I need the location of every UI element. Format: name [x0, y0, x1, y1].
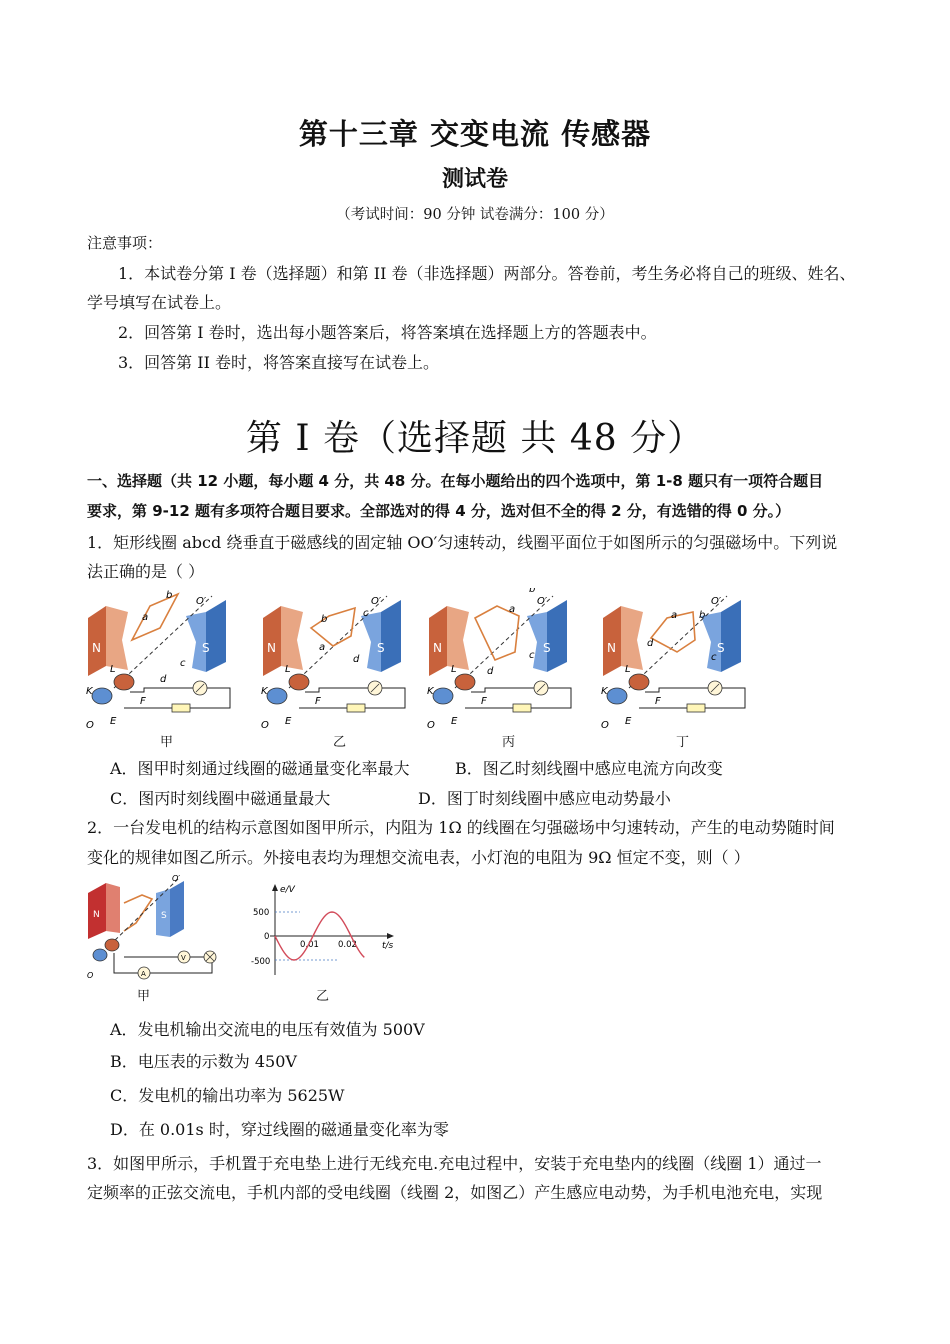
rectangular-coil	[311, 608, 355, 646]
q2-option-b: B．电压表的示数为 450V	[110, 1052, 297, 1071]
brush-k-label: K	[86, 686, 93, 697]
q2-option-a: A．发电机输出交流电的电压有效值为 500V	[110, 1020, 425, 1039]
slip-ring-inner	[433, 688, 453, 704]
ammeter-label: A	[141, 970, 146, 978]
axis-o-prime-label: O′	[711, 596, 722, 607]
graph-x-axis-label: t/s	[382, 941, 394, 951]
axis-o-prime-label: O′	[537, 596, 548, 607]
section-title: 第 I 卷（选择题 共 48 分）	[245, 418, 705, 459]
resistor	[347, 704, 365, 712]
q2-figure-label-jia: 甲	[137, 989, 151, 1004]
south-pole-label: S	[161, 911, 167, 921]
north-pole-label: N	[433, 641, 442, 655]
north-pole-face	[621, 606, 643, 670]
south-pole-block	[721, 600, 741, 672]
axis-o-prime-label: O′	[371, 596, 382, 607]
north-pole-label: N	[93, 910, 100, 920]
q1-stem-line-2: 法正确的是（ ）	[87, 562, 205, 581]
q2-generator-diagram	[84, 873, 224, 988]
document-subtitle: 测试卷	[441, 167, 508, 192]
brush-f-label: F	[140, 696, 146, 707]
note-item-1-line-1: 1．本试卷分第 I 卷（选择题）和第 II 卷（非选择题）两部分。答卷前，考生务必将自己的班级、姓名、	[118, 264, 856, 283]
graph-x-tick-0-02: 0.02	[338, 940, 357, 950]
q2-figure-label-yi: 乙	[316, 989, 330, 1004]
q1-figure-label-jia: 甲	[160, 735, 174, 750]
south-pole-label: S	[543, 641, 551, 655]
brush-k-label: K	[427, 686, 434, 697]
axis-o-prime-label: O′	[172, 874, 181, 883]
coil-corner-label: a	[319, 642, 326, 653]
axis-o-label: O	[601, 720, 609, 731]
note-item-1-line-2: 学号填写在试卷上。	[87, 293, 232, 312]
coil-corner-label: c	[363, 608, 369, 619]
q2-option-d: D．在 0.01s 时，穿过线圈的磁通量变化率为零	[110, 1120, 449, 1139]
brush-e-label: E	[625, 716, 632, 727]
slip-ring-outer	[114, 674, 134, 690]
coil-corner-label: a	[509, 604, 516, 615]
q1-stem-line-1: 1．矩形线圈 abcd 绕垂直于磁感线的固定轴 OO′匀速转动，线圈平面位于如图所示的匀强磁场中。下列说	[87, 533, 838, 552]
brush-l-label: L	[110, 664, 116, 675]
coil-corner-label: d	[353, 654, 360, 665]
section-instructions-line-2: 要求，第 9-12 题有多项符合题目要求。全部选对的得 4 分，选对但不全的得 2 分，有选错的得 0 分。）	[87, 502, 791, 520]
coil-corner-label: c	[711, 652, 717, 663]
south-pole-block	[206, 600, 226, 672]
notes-heading: 注意事项：	[87, 234, 163, 252]
section-instructions-line-1: 一、选择题（共 12 小题，每小题 4 分，共 48 分。在每小题给出的四个选项中，第 1-8 题只有一项符合题目	[87, 472, 824, 490]
graph-y-tick-minus-500: -500	[251, 957, 271, 967]
slip-ring-outer	[629, 674, 649, 690]
q1-figure-label-yi: 乙	[333, 735, 347, 750]
axis-o-label: O	[87, 971, 94, 980]
coil-corner-label: c	[180, 658, 186, 669]
brush-f-label: F	[655, 696, 661, 707]
brush-f-label: F	[315, 696, 321, 707]
north-pole-label: N	[607, 641, 616, 655]
graph-y-axis-label: e/V	[280, 885, 295, 895]
q1-generator-diagrams	[84, 588, 764, 738]
q2-graph-figure	[250, 880, 400, 980]
coil-corner-label: b	[529, 588, 536, 595]
slip-ring-outer	[455, 674, 475, 690]
coil-corner-label: d	[647, 638, 654, 649]
q1-option-a: A．图甲时刻通过线圈的磁通量变化率最大	[110, 759, 410, 778]
note-item-3: 3．回答第 II 卷时，将答案直接写在试卷上。	[118, 353, 439, 372]
coil-corner-label: b	[699, 610, 706, 621]
exam-info: （考试时间：90 分钟 试卷满分：100 分）	[336, 207, 614, 223]
q2-stem-line-1: 2．一台发电机的结构示意图如图甲所示，内阻为 1Ω 的线圈在匀强磁场中匀速转动，产生的电动势随时间	[87, 818, 835, 837]
q1-option-c: C．图丙时刻线圈中磁通量最大	[110, 789, 331, 808]
slip-ring-inner	[267, 688, 287, 704]
coil-corner-label: b	[166, 590, 173, 601]
south-pole-block	[381, 600, 401, 672]
brush-k-label: K	[601, 686, 608, 697]
north-pole-label: N	[92, 641, 101, 655]
coil-corner-label: a	[671, 610, 678, 621]
brush-e-label: E	[110, 716, 117, 727]
brush-f-label: F	[481, 696, 487, 707]
brush-k-label: K	[261, 686, 268, 697]
brush-l-label: L	[285, 664, 291, 675]
graph-x-tick-0-01: 0.01	[300, 940, 319, 950]
brush-l-label: L	[625, 664, 631, 675]
north-pole-face	[447, 606, 469, 670]
axis-o-label: O	[261, 720, 269, 731]
q1-figure-group	[84, 588, 764, 738]
coil-corner-label: b	[321, 614, 328, 625]
brush-e-label: E	[285, 716, 292, 727]
q3-stem-line-1: 3．如图甲所示，手机置于充电垫上进行无线充电.充电过程中，安装于充电垫内的线圈（线圈 1）通过一	[87, 1154, 822, 1173]
south-pole-label: S	[377, 641, 385, 655]
south-pole-label: S	[202, 641, 210, 655]
coil-corner-label: d	[487, 666, 494, 677]
document-title: 第十三章 交变电流 传感器	[298, 117, 652, 151]
south-pole-block	[547, 600, 567, 672]
north-pole-face	[281, 606, 303, 670]
graph-y-tick-0: 0	[264, 932, 270, 942]
slip-ring-inner	[607, 688, 627, 704]
coil-corner-label: c	[529, 650, 535, 661]
brush-l-label: L	[451, 664, 457, 675]
coil-corner-label: d	[160, 674, 167, 685]
q2-option-c: C．发电机的输出功率为 5625W	[110, 1086, 345, 1105]
q1-figure-label-ding: 丁	[676, 735, 690, 750]
voltmeter-label: V	[181, 954, 186, 962]
slip-ring-inner	[92, 688, 112, 704]
q1-option-d: D．图丁时刻线圈中感应电动势最小	[418, 789, 671, 808]
q2-stem-line-2: 变化的规律如图乙所示。外接电表均为理想交流电表，小灯泡的电阻为 9Ω 恒定不变，则（ ）	[87, 848, 750, 867]
q3-stem-line-2: 定频率的正弦交流电，手机内部的受电线圈（线圈 2，如图乙）产生感应电动势，为手机电池充电，实现	[87, 1183, 823, 1202]
south-pole-label: S	[717, 641, 725, 655]
north-pole-label: N	[267, 641, 276, 655]
coil-corner-label: a	[142, 612, 149, 623]
note-item-2: 2．回答第 I 卷时，选出每小题答案后，将答案填在选择题上方的答题表中。	[118, 323, 657, 342]
brush-e-label: E	[451, 716, 458, 727]
q1-figure-label-bing: 丙	[502, 735, 516, 750]
axis-o-prime-label: O′	[196, 596, 207, 607]
resistor	[687, 704, 705, 712]
q2-emf-time-graph	[250, 880, 400, 980]
axis-o-label: O	[86, 720, 94, 731]
resistor	[172, 704, 190, 712]
graph-y-tick-500: 500	[253, 908, 270, 918]
slip-ring-outer	[289, 674, 309, 690]
q1-option-b: B．图乙时刻线圈中感应电流方向改变	[455, 759, 723, 778]
resistor	[513, 704, 531, 712]
north-pole-face	[106, 606, 128, 670]
q2-generator-figure	[84, 873, 224, 988]
axis-o-label: O	[427, 720, 435, 731]
